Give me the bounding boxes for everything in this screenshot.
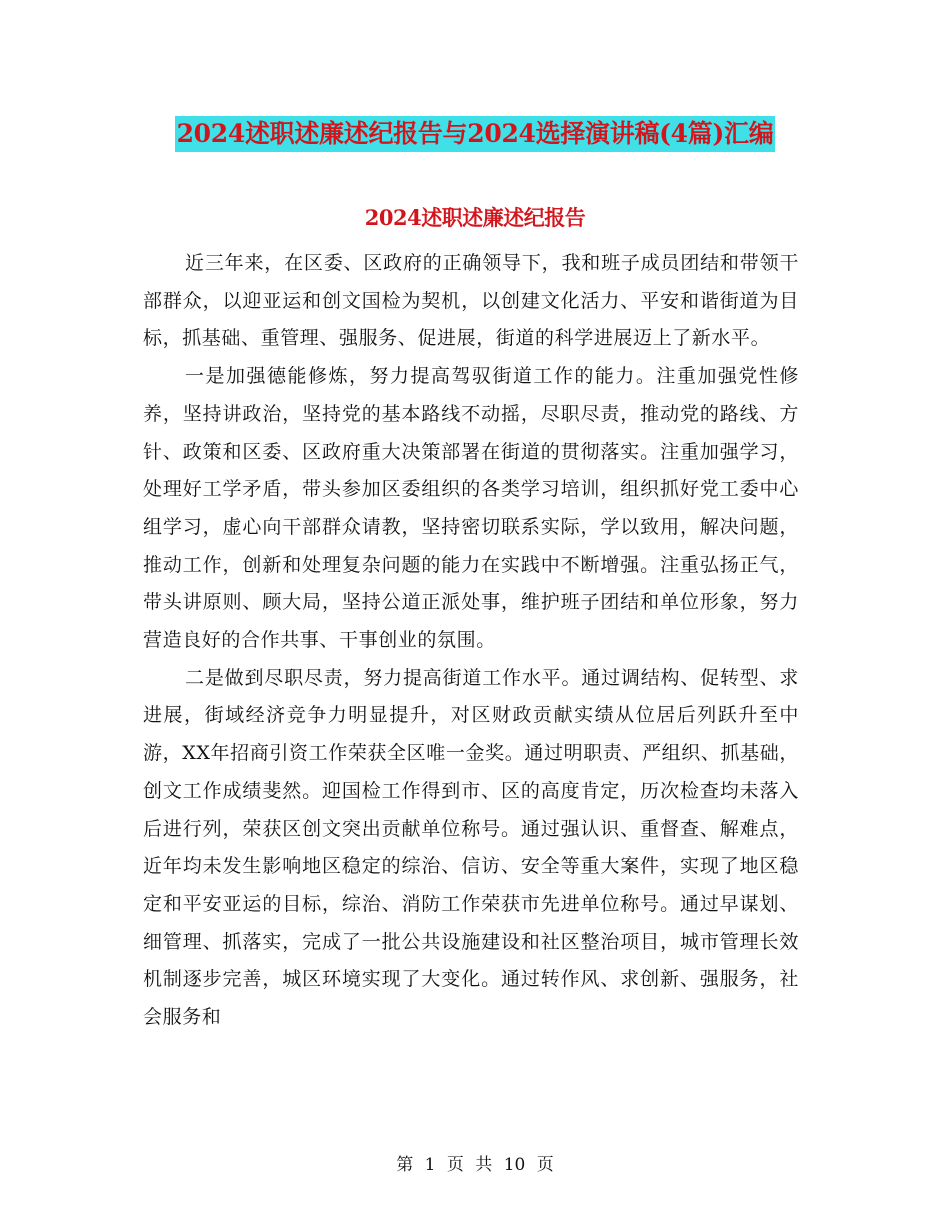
- document-title: [0, 112, 950, 152]
- section-title: 2024述职述廉述纪报告: [364, 205, 586, 230]
- paragraph-intro: 近三年来，在区委、区政府的正确领导下，我和班子成员团结和带领干部群众，以迎亚运和创文国检为契机，以创建文化活力、平安和谐街道为目标，抓基础、重管理、强服务、促进展，街道的科学进展迈上了新水平。: [143, 252, 799, 350]
- paragraph-point-one: 一是加强德能修炼，努力提高驾驭街道工作的能力。注重加强党性修养，坚持讲政治，坚持党的基本路线不动摇，尽职尽责，推动党的路线、方针、政策和区委、区政府重大决策部署在街道的贯彻落实。注重加强学习，处理好工学矛盾，带头参加区委组织的各类学习培训，组织抓好党工委中心组学习，虚心向干部群众请教，坚持密切联系实际，学以致用，解决问题，推动工作，创新和处理复杂问题的能力在实践中不断增强。注重弘扬正气，带头讲原则、顾大局，坚持公道正派处事，维护班子团结和单位形象，努力营造良好的合作共事、干事创业的氛围。: [143, 365, 799, 652]
- document-body: [143, 245, 799, 1037]
- document-title-text: 2024述职述廉述纪报告与2024选择演讲稿(4篇)汇编: [175, 116, 776, 152]
- page-number-footer: 第 1 页 共 10 页: [396, 1155, 554, 1175]
- paragraph-point-two: 二是做到尽职尽责，努力提高街道工作水平。通过调结构、促转型、求进展，街域经济竞争力明显提升，对区财政贡献实绩从位居后列跃升至中游，XX年招商引资工作荣获全区唯一金奖。通过明职责、严组织、抓基础，创文工作成绩斐然。迎国检工作得到市、区的高度肯定，历次检查均未落入后进行列，荣获区创文突出贡献单位称号。通过强认识、重督查、解难点，近年均未发生影响地区稳定的综治、信访、安全等重大案件，实现了地区稳定和平安亚运的目标，综治、消防工作荣获市先进单位称号。通过早谋划、细管理、抓落实，完成了一批公共设施建设和社区整治项目，城市管理长效机制逐步完善，城区环境实现了大变化。通过转作风、求创新、强服务，社会服务和: [143, 666, 799, 1029]
